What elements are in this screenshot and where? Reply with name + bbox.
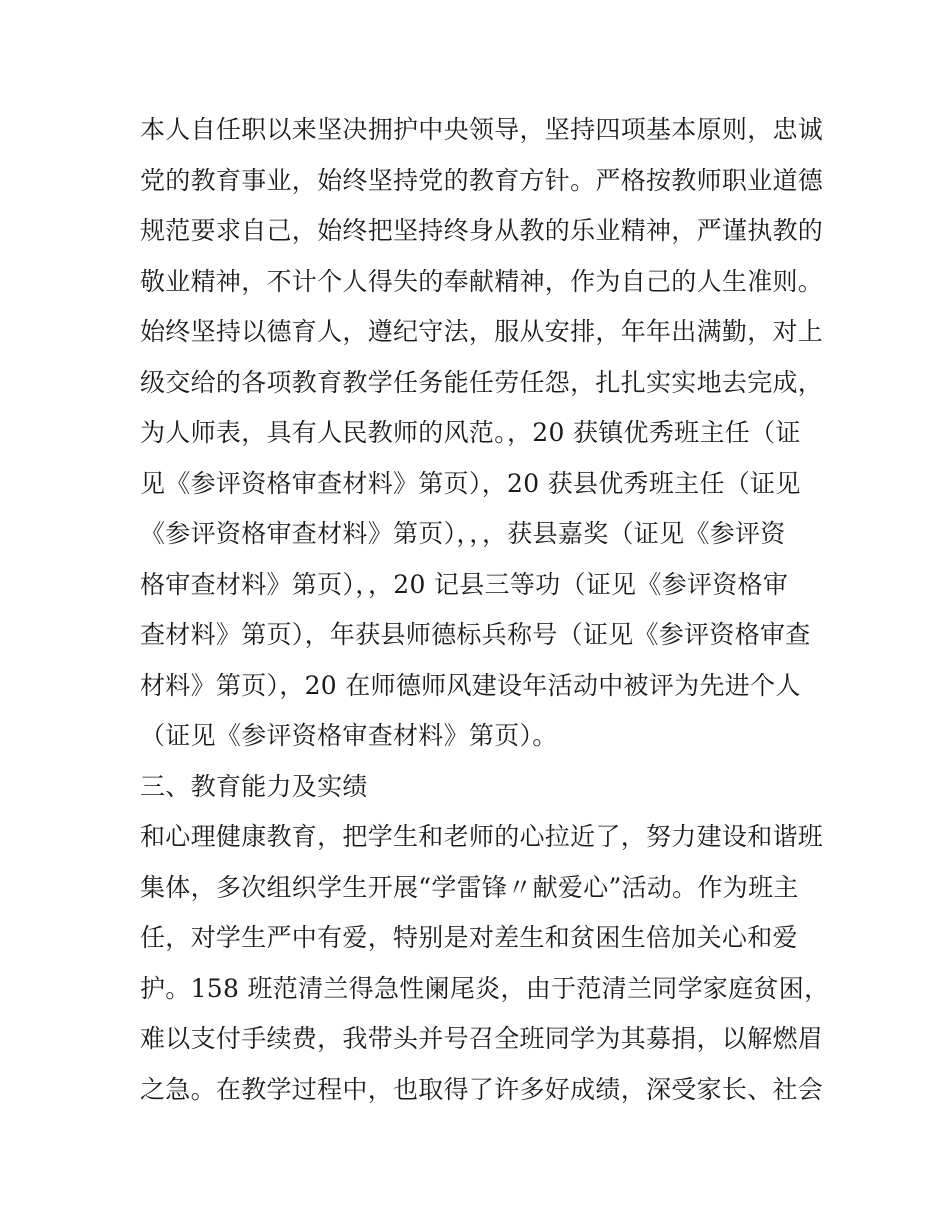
text-line-20: 之急。在教学过程中，也取得了许多好成绩，深受家长、社会: [140, 1074, 824, 1104]
text-line-9: 《参评资格审查材料》第页），，，获县嘉奖（证见《参评资: [140, 519, 786, 548]
text-line-16: 集体，多次组织学生开展“学雷锋〃献爱心”活动。作为班主: [140, 872, 799, 902]
text-line-5: 始终坚持以德育人，遵纪守法，服从安排，年年出满勤，对上: [140, 317, 824, 346]
text-line-18: 护。158 班范清兰得急性阑尾炎，由于范清兰同学家庭贫困，: [140, 973, 830, 1003]
text-line-1: 本人自任职以来坚决拥护中央领导，坚持四项基本原则，忠诚: [140, 115, 824, 144]
text-line-19: 难以支付手续费，我带头并号召全班同学为其募捐，以解燃眉: [140, 1024, 824, 1053]
text-line-6: 级交给的各项教育教学任务能任劳任怨，扎扎实实地去完成，: [140, 367, 824, 397]
text-line-3: 规范要求自己，始终把坚持终身从教的乐业精神，严谨执教的: [140, 216, 824, 245]
text-line-12: 材料》第页），20 在师德师风建设年活动中被评为先进个人: [140, 670, 801, 700]
document-body: [140, 105, 840, 1115]
text-line-7: 为人师表，具有人民教师的风范。，20 获镇优秀班主任（证: [140, 418, 801, 447]
text-line-13: （证见《参评资格审查材料》第页）。: [140, 721, 558, 750]
section-heading: 三、教育能力及实绩: [140, 771, 368, 801]
text-line-15: 和心理健康教育，把学生和老师的心拉近了，努力建设和谐班: [140, 822, 824, 851]
text-line-8: 见《参评资格审查材料》第页），20 获县优秀班主任（证见: [140, 468, 801, 498]
text-line-4: 敬业精神，不计个人得失的奉献精神，作为自己的人生准则。: [140, 266, 824, 296]
text-line-11: 查材料》第页），年获县师德标兵称号（证见《参评资格审查: [140, 620, 811, 649]
text-line-2: 党的教育事业，始终坚持党的教育方针。严格按教师职业道德: [140, 165, 824, 195]
text-line-10: 格审查材料》第页），，20 记县三等功（证见《参评资格审: [140, 569, 789, 599]
text-line-17: 任，对学生严中有爱，特别是对差生和贫困生倍加关心和爱: [140, 923, 798, 952]
